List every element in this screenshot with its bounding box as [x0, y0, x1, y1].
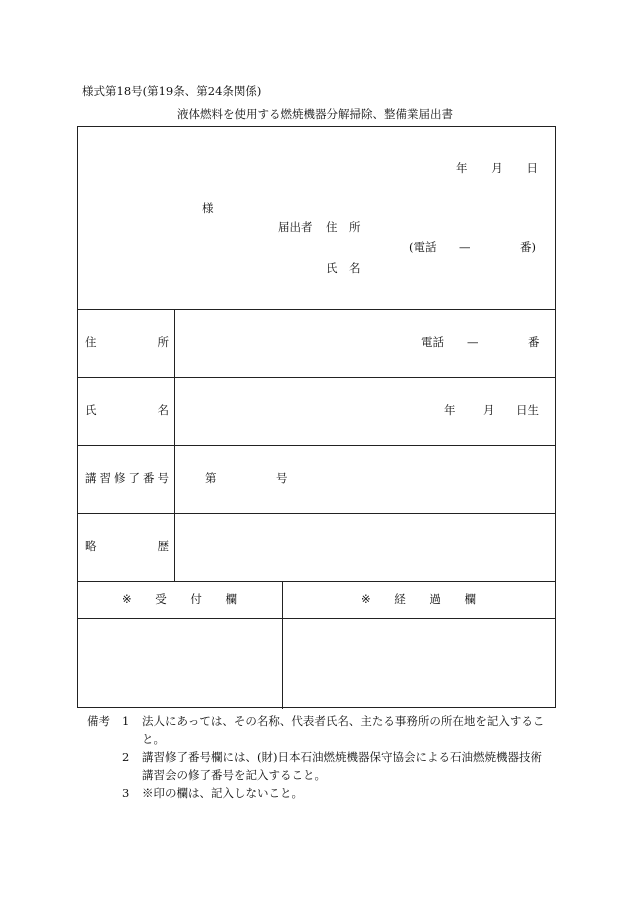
- notifier-name-label: 氏 名: [326, 261, 361, 275]
- address-phone-label: 電話: [421, 335, 444, 349]
- birth-day: 日生: [516, 403, 539, 417]
- form-table: [77, 126, 556, 708]
- course-dai: 第: [205, 471, 217, 485]
- note-item: 備考 1 法人にあっては、その名称、代表者氏名、主たる事務所の所在地を記入するこ と。: [87, 714, 545, 746]
- office-column-divider: [282, 581, 283, 709]
- label-column-divider: [174, 309, 175, 581]
- addressee-suffix[interactable]: 様: [202, 201, 214, 215]
- address-phone-dash: —: [467, 335, 479, 349]
- notifier-phone-open: (電話: [409, 240, 437, 254]
- notes-section: [87, 712, 557, 802]
- date-year: 年: [456, 161, 468, 175]
- address-row-label: 住 所: [85, 335, 169, 349]
- note-item: 3 ※印の欄は、記入しないこと。: [122, 786, 303, 800]
- birth-month: 月: [483, 403, 495, 417]
- history-row-label: 略 歴: [85, 539, 169, 553]
- date-day: 日: [526, 161, 538, 175]
- form-number: 様式第18号(第19条、第24条関係): [82, 84, 262, 98]
- course-go: 号: [276, 471, 288, 485]
- progress-column-header: ※ 経 過 欄: [361, 592, 476, 606]
- notifier-address-label: 住 所: [326, 220, 361, 234]
- reception-column-header: ※ 受 付 欄: [122, 592, 237, 606]
- note-item: 2 講習修了番号欄には、(財)日本石油燃焼機器保守協会による石油燃焼機器技術 講習会の修了番号を記入すること。: [122, 750, 542, 782]
- address-phone-ban: 番: [528, 335, 540, 349]
- date-month: 月: [491, 161, 503, 175]
- birth-year: 年: [444, 403, 456, 417]
- divider: [78, 309, 555, 310]
- notes-label: 備考: [87, 714, 110, 728]
- course-row-label: 講習修了番号: [85, 471, 172, 485]
- name-row-label: 氏 名: [85, 403, 169, 417]
- notifier-phone-close: 番): [520, 240, 536, 254]
- divider: [78, 581, 555, 582]
- notifier-label: 届出者: [278, 220, 313, 234]
- divider: [78, 377, 555, 378]
- divider: [78, 513, 555, 514]
- divider: [78, 618, 555, 619]
- form-title: 液体燃料を使用する燃焼機器分解掃除、整備業届出書: [177, 107, 453, 121]
- date-line: [456, 162, 538, 176]
- notifier-phone-dash: —: [459, 240, 471, 254]
- divider: [78, 445, 555, 446]
